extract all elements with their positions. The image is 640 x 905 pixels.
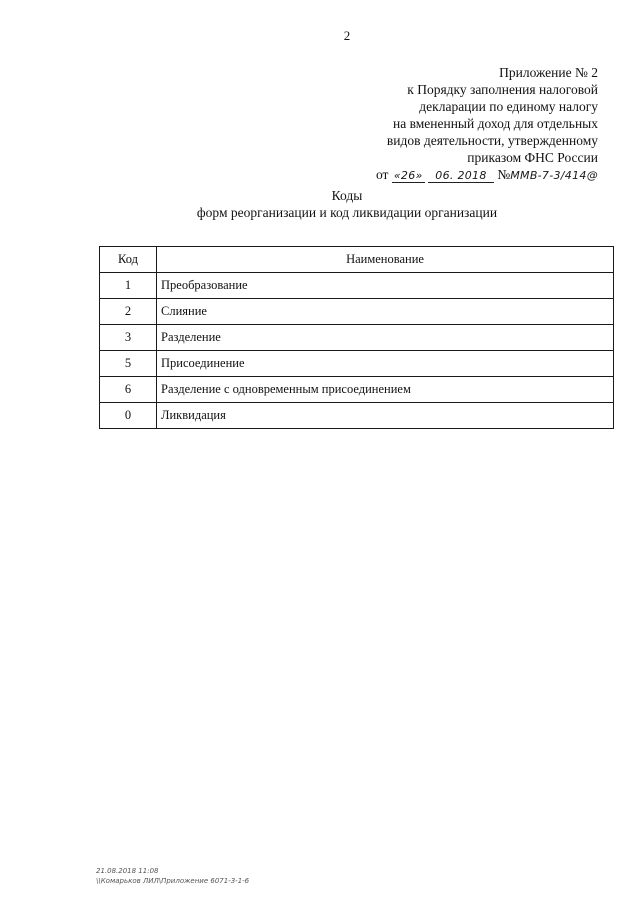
appendix-line: на вмененный доход для отдельных bbox=[392, 116, 598, 131]
table-row bbox=[100, 273, 614, 299]
order-line bbox=[376, 166, 598, 184]
row-code: 3 bbox=[100, 325, 157, 351]
row-name: Разделение bbox=[157, 325, 614, 351]
document-title bbox=[0, 187, 640, 221]
row-code: 2 bbox=[100, 299, 157, 325]
row-name: Разделение с одновременным присоединением bbox=[157, 377, 614, 403]
appendix-line: декларации по единому налогу bbox=[419, 99, 598, 114]
footer-file-path: \\Комарьков ЛИЛ\Приложение 6071-3-1-6 bbox=[96, 877, 250, 885]
row-name: Присоединение bbox=[157, 351, 614, 377]
footer-stamp bbox=[96, 866, 249, 886]
order-number: ММВ-7-3/414@ bbox=[510, 169, 598, 182]
page-number: 2 bbox=[343, 28, 351, 43]
table-row bbox=[100, 299, 614, 325]
row-code: 1 bbox=[100, 273, 157, 299]
row-name: Преобразование bbox=[157, 273, 614, 299]
appendix-block bbox=[376, 64, 598, 184]
order-prefix: от bbox=[375, 167, 389, 182]
order-date: 06. 2018 bbox=[428, 169, 494, 183]
order-number-sign: № bbox=[497, 167, 511, 182]
title-line-2: форм реорганизации и код ликвидации организации bbox=[196, 205, 498, 220]
row-code: 5 bbox=[100, 351, 157, 377]
header-name: Наименование bbox=[157, 247, 614, 273]
table-row bbox=[100, 403, 614, 429]
order-day: «26» bbox=[393, 169, 423, 182]
appendix-line: к Порядку заполнения налоговой bbox=[407, 82, 598, 97]
row-name: Слияние bbox=[157, 299, 614, 325]
codes-table bbox=[99, 246, 614, 429]
table-row bbox=[100, 351, 614, 377]
appendix-line: видов деятельности, утвержденному bbox=[386, 133, 598, 148]
row-code: 0 bbox=[100, 403, 157, 429]
appendix-title: Приложение № 2 bbox=[499, 65, 598, 80]
row-code: 6 bbox=[100, 377, 157, 403]
footer-timestamp: 21.08.2018 11:08 bbox=[96, 867, 159, 875]
table-row bbox=[100, 325, 614, 351]
row-name: Ликвидация bbox=[157, 403, 614, 429]
table-header-row bbox=[100, 247, 614, 273]
appendix-line: приказом ФНС России bbox=[467, 150, 598, 165]
header-code: Код bbox=[100, 247, 157, 273]
table-row bbox=[100, 377, 614, 403]
title-line-1: Коды bbox=[331, 188, 363, 203]
